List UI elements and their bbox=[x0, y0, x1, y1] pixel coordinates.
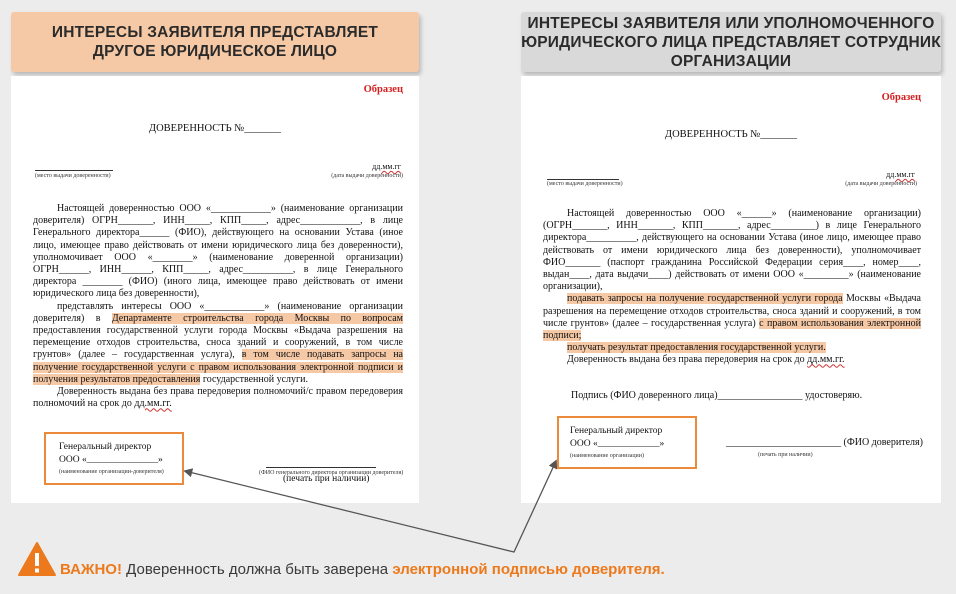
trustee-signature-line: Подпись (ФИО доверенного лица)_________________ удостоверяю. bbox=[571, 390, 863, 401]
place-caption: (место выдачи доверенности) bbox=[35, 173, 111, 179]
banner-other-legal-entity: ИНТЕРЕСЫ ЗАЯВИТЕЛЯ ПРЕДСТАВЛЯЕТ ДРУГОЕ ЮРИДИЧЕСКОЕ ЛИЦО bbox=[11, 12, 419, 72]
fio-caption: (ФИО генерального директора организации доверителя) bbox=[259, 470, 404, 476]
paragraph-scope: представлять интересы ООО «____________» (наименование организации доверителя) в Департаменте строительства города Москвы по вопросам предоставления государственной услуги города Москвы «Выдача разрешения на перемещение отходов строительства, сноса зданий и сооружений, в том числе грунтов» (далее – государственная услуга), в том числе подавать запросы на получение государственной услуги с правом использования электронной подписи и получения результатов предоставления государственной услуги. bbox=[33, 300, 403, 385]
paragraph-parties: Настоящей доверенностью ООО «______» (наименование организации) (ОГРН_______, ИНН_______, КПП_______, адрес_________) в лице Генерального директора__________, действующего на основании Устава (иное лицо, имеющее право действовать от имени юридического лица без доверенности), уполномочивает ФИО_______ (паспорт гражданина Российской Федерации серия____, номер____, выдан____, дата выдачи____) действовать от имени ООО «_________» (наименование организации), bbox=[543, 208, 921, 293]
date-value: дд.мм.гг bbox=[886, 170, 915, 179]
highlight-rights: в том числе подавать запросы на получение государственной услуги с правом использования электронной подписи и получения результатов предоставления bbox=[33, 349, 403, 385]
doc-title: ДОВЕРЕННОСТЬ №_______ bbox=[664, 129, 798, 140]
date-caption: (дата выдачи доверенности) bbox=[845, 181, 917, 187]
place-line bbox=[547, 179, 619, 180]
paragraph-term: Доверенность выдана без права передоверия на срок до дд.мм.гг. bbox=[567, 354, 845, 366]
doc-body bbox=[33, 203, 403, 410]
paragraph-term: Доверенность выдана без права передоверия полномочий/с правом передоверия полномочий на срок до дд.мм.гг. bbox=[33, 386, 403, 410]
warning-label: ВАЖНО! bbox=[60, 561, 122, 578]
signature-box bbox=[44, 432, 184, 485]
signature-title: Генеральный директор bbox=[59, 442, 152, 452]
place-line bbox=[35, 170, 113, 171]
warning-highlight: электронной подписью доверителя. bbox=[392, 561, 665, 578]
signature-org: ООО «_______________» bbox=[59, 455, 163, 465]
date-value: дд.мм.гг bbox=[372, 162, 401, 171]
highlight-e-signature: с правом использования электронной подписи; bbox=[543, 317, 921, 342]
fio-line: _______________________ (ФИО доверителя) bbox=[726, 437, 923, 448]
highlight-result: получать результат предоставления государственной услуги. bbox=[567, 342, 826, 354]
stamp-caption: (печать при наличии) bbox=[758, 452, 813, 458]
stamp-label: (печать при наличии) bbox=[283, 474, 370, 484]
signature-org-caption: (наименование организации) bbox=[570, 453, 644, 459]
fio-line bbox=[266, 467, 376, 468]
highlight-department: Департаменте строительства города Москвы по вопросам bbox=[111, 312, 403, 324]
doc-body bbox=[543, 208, 921, 367]
paragraph-scope: подавать запросы на получение государственной услуги города Москвы «Выдача разрешения на перемещение отходов строительства, сноса зданий и сооружений, в том числе грунтов» (далее – государственная услуга) с правом использования электронной подписи; bbox=[543, 293, 921, 342]
sample-label: Образец bbox=[363, 84, 403, 95]
date-caption: (дата выдачи доверенности) bbox=[331, 173, 403, 179]
sample-label: Образец bbox=[881, 92, 921, 103]
power-of-attorney-sample-right bbox=[521, 76, 941, 503]
power-of-attorney-sample-left bbox=[11, 76, 419, 503]
paragraph-parties: Настоящей доверенностью ООО «____________» (наименование организации доверителя) ОГРН_______, ИНН_____, КПП_____, адрес____________, в лице Генерального директора______ (ФИО), действующего на основании Устава (иное лицо, имеющее право действовать от имени юридического лица без доверенности), уполномочивает ООО «________» (наименование доверенной организации) ОГРН______, ИНН______, КПП_____, адрес__________, в лице Генерального директора ________ (ФИО) (иного лица, имеющее право действовать от имени юридического лица без доверенности), bbox=[33, 203, 403, 300]
signature-org-caption: (наименование организации-доверителя) bbox=[59, 469, 164, 475]
banner-employee: ИНТЕРЕСЫ ЗАЯВИТЕЛЯ ИЛИ УПОЛНОМОЧЕННОГО ЮРИДИЧЕСКОГО ЛИЦА ПРЕДСТАВЛЯЕТ СОТРУДНИК ОРГАНИЗАЦИИ bbox=[521, 12, 941, 72]
warning-footer bbox=[0, 531, 956, 594]
warning-triangle-icon bbox=[17, 541, 57, 577]
place-caption: (место выдачи доверенности) bbox=[547, 181, 623, 187]
doc-title: ДОВЕРЕННОСТЬ №_______ bbox=[148, 123, 282, 134]
signature-org: ООО «_____________» bbox=[570, 439, 665, 449]
warning-text: ВАЖНО! Доверенность должна быть заверена электронной подписью доверителя. bbox=[60, 561, 665, 578]
signature-title: Генеральный директор bbox=[570, 426, 663, 436]
paragraph-result bbox=[543, 342, 921, 354]
signature-box bbox=[557, 416, 697, 469]
highlight-requests: подавать запросы на получение государственной услуги города bbox=[567, 293, 843, 305]
